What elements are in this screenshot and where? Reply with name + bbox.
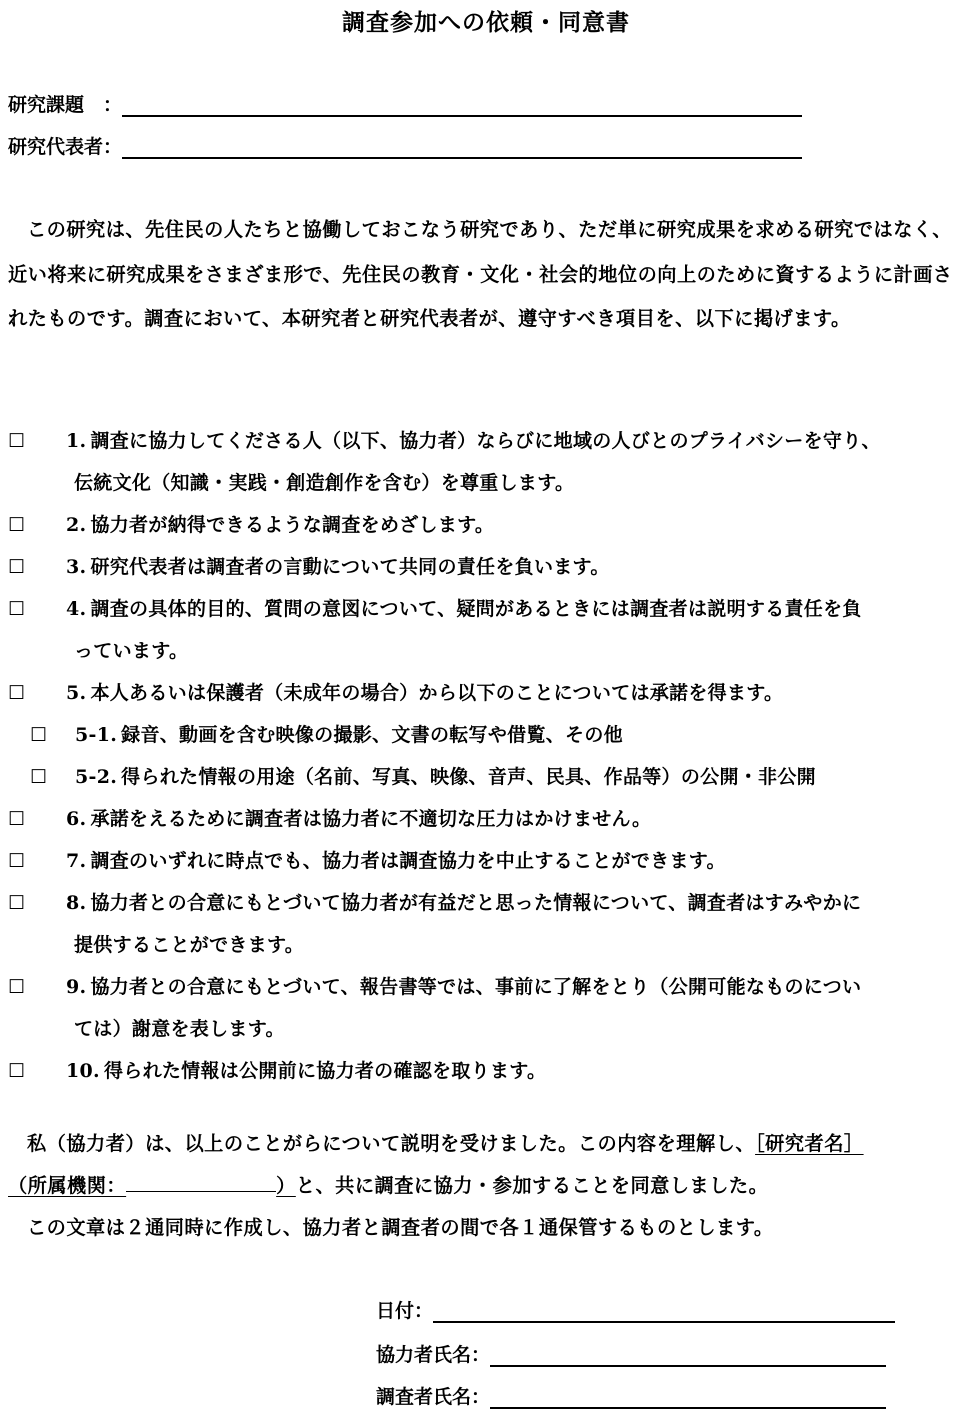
consent-line-1 xyxy=(8,1123,963,1165)
researcher-name-blank[interactable] xyxy=(490,1387,886,1409)
list-item xyxy=(8,420,963,504)
date-field xyxy=(376,1296,895,1323)
participant-name-label: 協力者氏名： xyxy=(376,1344,491,1366)
document-title: 調査参加への依頼・同意書 xyxy=(342,9,630,36)
item-text: 録音、動画を含む映像の撮影、文書の転写や借覧、その他 xyxy=(121,724,623,746)
affiliation-label: （所属機関： xyxy=(8,1174,127,1197)
researcher-name-placeholder[interactable]: ［研究者名］ xyxy=(755,1132,864,1155)
list-item xyxy=(8,1050,963,1092)
item-text-continued: 提供することができます。 xyxy=(74,934,305,956)
item-text: 協力者との合意にもとづいて、報告書等では、事前に了解をとり（公開可能なものについ xyxy=(90,976,862,998)
item-text-continued: 伝統文化（知識・実践・創造創作を含む）を尊重します。 xyxy=(74,472,575,494)
checkbox-icon[interactable]: ☐ xyxy=(30,766,48,788)
list-item xyxy=(8,966,963,1050)
checkbox-icon[interactable]: ☐ xyxy=(8,892,26,914)
checkbox-icon[interactable]: ☐ xyxy=(8,556,26,578)
participant-name-field xyxy=(376,1340,886,1367)
list-item xyxy=(8,798,963,840)
list-subitem xyxy=(8,714,963,756)
affiliation-close: ） xyxy=(276,1174,296,1197)
consent-line-2 xyxy=(8,1165,963,1207)
list-item xyxy=(8,546,963,588)
research-topic-field xyxy=(8,90,802,117)
checkbox-icon[interactable]: ☐ xyxy=(8,976,26,998)
research-leader-blank[interactable] xyxy=(122,137,802,159)
item-number: 3. xyxy=(66,556,87,578)
item-text: 協力者が納得できるような調査をめざします。 xyxy=(90,514,495,536)
researcher-name-label: 調査者氏名： xyxy=(376,1386,491,1408)
item-text: 調査に協力してくださる人（以下、協力者）ならびに地域の人びとのプライバシーを守り、 xyxy=(90,430,881,452)
intro-paragraph: この研究は、先住民の人たちと協働しておこなう研究であり、ただ単に研究成果を求める研究ではなく、近い将来に研究成果をさまざま形で、先住民の教育・文化・社会的地位の向上のために資するように計画されたものです。調査において、本研究者と研究代表者が、遵守すべき項目を、以下に掲げます。 xyxy=(8,218,953,330)
list-item xyxy=(8,672,963,714)
item-number: 5-1. xyxy=(75,724,118,746)
checkbox-icon[interactable]: ☐ xyxy=(8,850,26,872)
item-number: 7. xyxy=(66,850,87,872)
research-leader-label: 研究代表者： xyxy=(8,136,123,158)
date-label: 日付： xyxy=(376,1300,434,1322)
item-text: 調査のいずれに時点でも、協力者は調査協力を中止することができます。 xyxy=(90,850,726,872)
checkbox-icon[interactable]: ☐ xyxy=(8,682,26,704)
item-number: 4. xyxy=(66,598,87,620)
consent-line-3: この文章は２通同時に作成し、協力者と調査者の間で各１通保管するものとします。 xyxy=(27,1216,774,1239)
item-number: 2. xyxy=(66,514,87,536)
list-subitem xyxy=(8,756,963,798)
checkbox-icon[interactable]: ☐ xyxy=(8,514,26,536)
item-number: 9. xyxy=(66,976,87,998)
checkbox-icon[interactable]: ☐ xyxy=(8,808,26,830)
item-number: 1. xyxy=(66,430,87,452)
item-number: 10. xyxy=(66,1060,100,1082)
item-number: 8. xyxy=(66,892,87,914)
item-text: 得られた情報は公開前に協力者の確認を取ります。 xyxy=(103,1060,547,1082)
consent-statement xyxy=(8,1123,963,1249)
consent-text: と、共に調査に協力・参加することを同意しました。 xyxy=(295,1174,769,1197)
affiliation-field[interactable] xyxy=(8,1174,296,1197)
research-topic-label: 研究課題 ： xyxy=(8,94,123,116)
item-text: 本人あるいは保護者（未成年の場合）から以下のことについては承諾を得ます。 xyxy=(90,682,784,704)
list-item xyxy=(8,840,963,882)
item-text: 調査の具体的目的、質問の意図について、疑問があるときには調査者は説明する責任を負 xyxy=(90,598,862,620)
item-text: 承諾をえるために調査者は協力者に不適切な圧力はかけません。 xyxy=(90,808,652,830)
item-number: 5-2. xyxy=(75,766,118,788)
item-text-continued: っています。 xyxy=(74,640,189,662)
item-text: 研究代表者は調査者の言動について共同の責任を負います。 xyxy=(90,556,610,578)
checkbox-icon[interactable]: ☐ xyxy=(30,724,48,746)
item-text-continued: ては）謝意を表します。 xyxy=(74,1018,285,1040)
checkbox-icon[interactable]: ☐ xyxy=(8,430,26,452)
item-number: 6. xyxy=(66,808,87,830)
date-blank[interactable] xyxy=(433,1301,895,1323)
item-number: 5. xyxy=(66,682,87,704)
checkbox-icon[interactable]: ☐ xyxy=(8,598,26,620)
list-item xyxy=(8,588,963,672)
researcher-name-field xyxy=(376,1382,886,1409)
list-item xyxy=(8,882,963,966)
item-text: 得られた情報の用途（名前、写真、映像、音声、民具、作品等）の公開・非公開 xyxy=(121,766,816,788)
participant-name-blank[interactable] xyxy=(490,1345,886,1367)
item-text: 協力者との合意にもとづいて協力者が有益だと思った情報について、調査者はすみやかに xyxy=(90,892,862,914)
research-topic-blank[interactable] xyxy=(122,95,802,117)
commitment-list xyxy=(8,420,963,1092)
list-item xyxy=(8,504,963,546)
research-leader-field xyxy=(8,132,802,159)
consent-text: 私（協力者）は、以上のことがらについて説明を受けました。この内容を理解し、 xyxy=(27,1132,756,1155)
affiliation-blank[interactable] xyxy=(126,1173,276,1192)
checkbox-icon[interactable]: ☐ xyxy=(8,1060,26,1082)
